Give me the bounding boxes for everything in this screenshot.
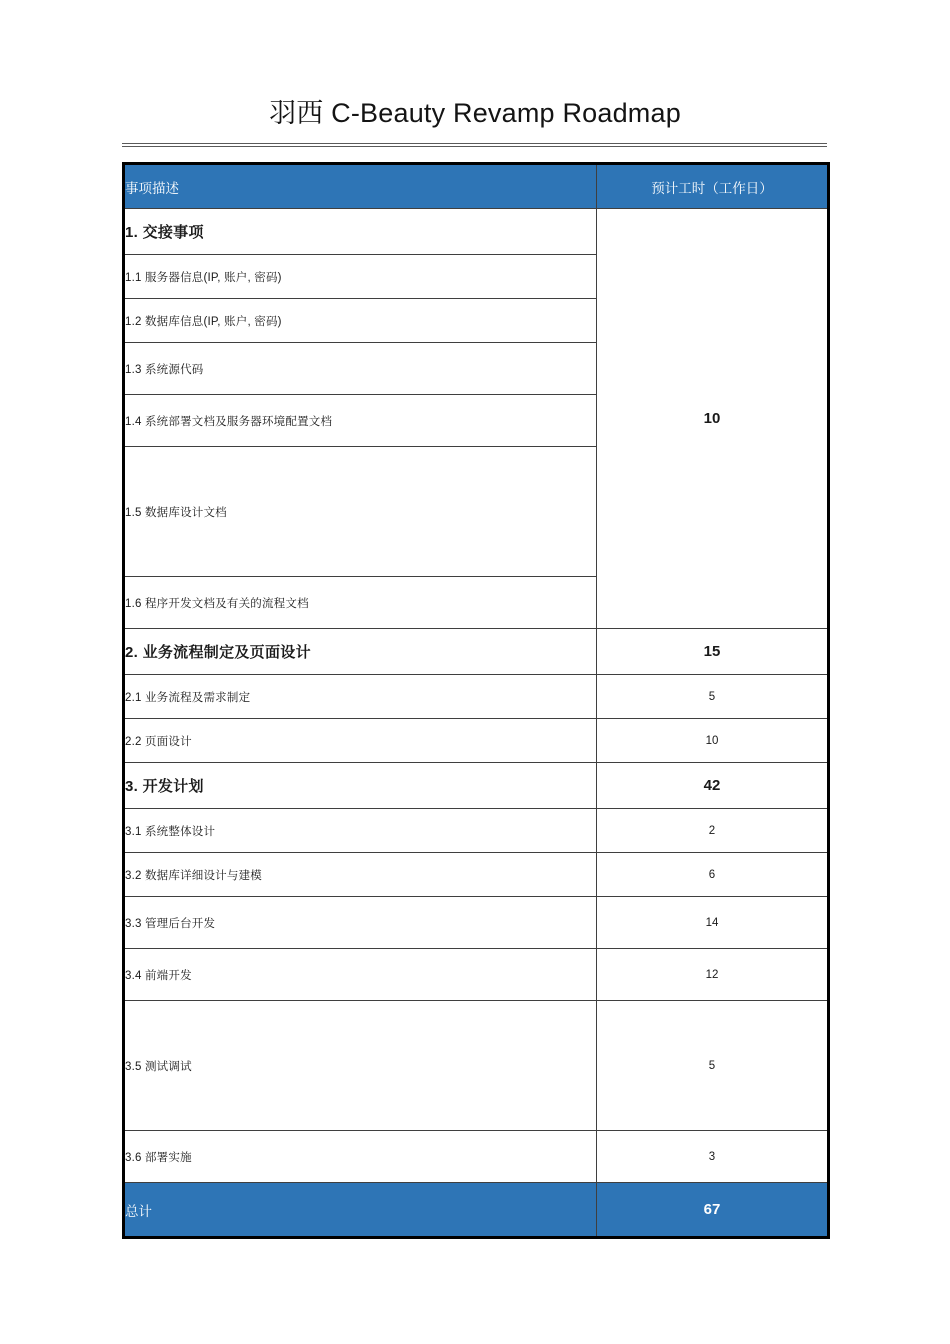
item-2-1-label: 2.1 业务流程及需求制定 xyxy=(124,675,597,719)
section-1-heading: 1. 交接事项 xyxy=(124,209,597,255)
item-3-2-hours: 6 xyxy=(597,853,829,897)
item-2-2-label: 2.2 页面设计 xyxy=(124,719,597,763)
table-row xyxy=(124,949,829,1001)
item-3-5-label: 3.5 测试调试 xyxy=(124,1001,597,1131)
item-3-5-hours: 5 xyxy=(597,1001,829,1131)
table-row xyxy=(124,809,829,853)
section-1-hours-merged: 10 xyxy=(597,209,829,629)
item-1-5-label: 1.5 数据库设计文档 xyxy=(124,447,597,577)
item-3-4-hours: 12 xyxy=(597,949,829,1001)
page-title: 羽西 C-Beauty Revamp Roadmap xyxy=(269,98,681,128)
column-header-description: 事项描述 xyxy=(124,164,597,209)
item-3-3-hours: 14 xyxy=(597,897,829,949)
table-row xyxy=(124,897,829,949)
title-divider-rule xyxy=(122,143,827,147)
table-total-row xyxy=(124,1183,829,1238)
column-header-hours: 预计工时（工作日） xyxy=(597,164,829,209)
item-2-1-hours: 5 xyxy=(597,675,829,719)
item-3-1-hours: 2 xyxy=(597,809,829,853)
section-heading-row xyxy=(124,209,829,255)
roadmap-table xyxy=(122,162,830,1239)
total-value: 67 xyxy=(597,1183,829,1238)
item-2-2-hours: 10 xyxy=(597,719,829,763)
item-1-6-label: 1.6 程序开发文档及有关的流程文档 xyxy=(124,577,597,629)
section-heading-row xyxy=(124,629,829,675)
item-3-2-label: 3.2 数据库详细设计与建模 xyxy=(124,853,597,897)
table-row xyxy=(124,1001,829,1131)
table-row xyxy=(124,1131,829,1183)
section-3-heading: 3. 开发计划 xyxy=(124,763,597,809)
table-header-row xyxy=(124,164,829,209)
item-3-4-label: 3.4 前端开发 xyxy=(124,949,597,1001)
table-row xyxy=(124,853,829,897)
item-1-2-label: 1.2 数据库信息(IP, 账户, 密码) xyxy=(124,299,597,343)
item-1-1-label: 1.1 服务器信息(IP, 账户, 密码) xyxy=(124,255,597,299)
section-2-heading: 2. 业务流程制定及页面设计 xyxy=(124,629,597,675)
item-1-3-label: 1.3 系统源代码 xyxy=(124,343,597,395)
item-3-3-label: 3.3 管理后台开发 xyxy=(124,897,597,949)
item-3-6-label: 3.6 部署实施 xyxy=(124,1131,597,1183)
table-row xyxy=(124,719,829,763)
section-heading-row xyxy=(124,763,829,809)
item-3-6-hours: 3 xyxy=(597,1131,829,1183)
section-3-hours: 42 xyxy=(597,763,829,809)
table-row xyxy=(124,675,829,719)
total-label: 总计 xyxy=(124,1183,597,1238)
item-1-4-label: 1.4 系统部署文档及服务器环境配置文档 xyxy=(124,395,597,447)
section-2-hours: 15 xyxy=(597,629,829,675)
item-3-1-label: 3.1 系统整体设计 xyxy=(124,809,597,853)
